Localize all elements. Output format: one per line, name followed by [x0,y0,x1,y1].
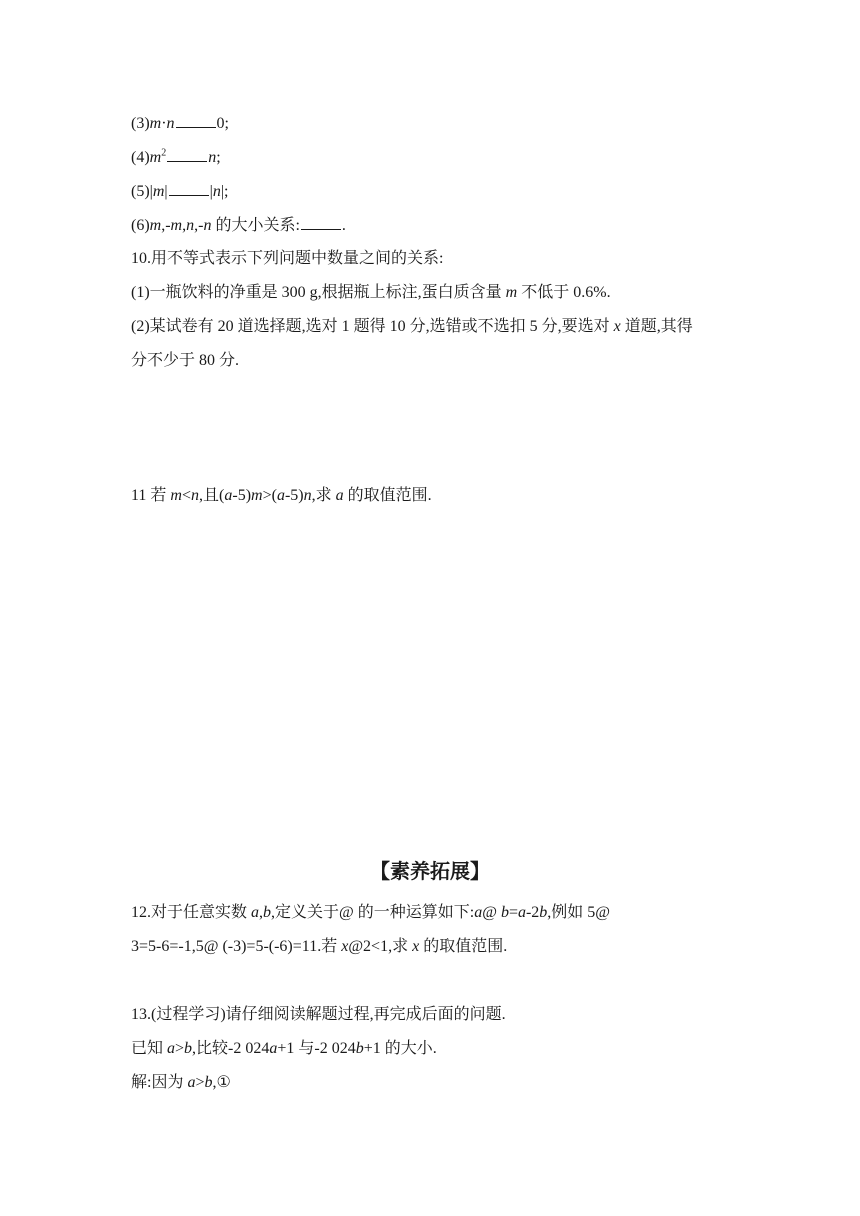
text: 不低于 0.6%. [517,284,611,301]
var-a: a [224,487,233,504]
var-n: n [186,217,195,234]
text: -5) [232,487,252,504]
q13-given [131,1039,437,1059]
q10-part2-continued: 分不少于 80 分. [131,352,240,369]
text: = [508,904,518,921]
part-number: (4) [131,149,150,166]
q10-part2 [131,317,693,337]
var-m: m [149,115,162,132]
text: > [175,1040,185,1057]
var-m: m [152,183,165,200]
exponent: 2 [161,147,167,159]
answer-blank[interactable] [169,181,209,196]
text: , [259,904,264,921]
q9-part4 [131,147,221,168]
text: 的取值范围. [343,487,432,504]
text: >( [262,487,277,504]
text: |; [220,183,229,200]
var-m: m [149,217,162,234]
text: | [164,183,168,200]
var-a: a [251,904,260,921]
var-x: x [412,938,420,955]
var-a: a [167,1040,176,1057]
text: 已知 [131,1040,168,1057]
var-n: n [208,149,217,166]
var-n: n [191,487,200,504]
text: 0; [216,115,229,132]
text: -5) [284,487,304,504]
text: | [209,183,213,200]
part-number: (6) [131,217,150,234]
text: ,求 [311,487,336,504]
var-a: a [269,1040,278,1057]
part-number: (3) [131,115,150,132]
text: ; [216,149,221,166]
text: ,定义关于@ 的一种运算如下: [271,904,475,921]
text: ,且( [199,487,225,504]
text: ,例如 5@ [547,904,611,921]
var-b: b [204,1074,213,1091]
var-n: n [203,217,212,234]
part-number: (5)| [131,183,153,200]
var-n: n [303,487,312,504]
var-b: b [184,1040,193,1057]
text: 解:因为 [131,1074,188,1091]
text: , [182,217,187,234]
text: 12.对于任意实数 [131,904,252,921]
operator: · [161,115,167,132]
text: 3=5-6=-1,5@ (-3)=5-(-6)=11.若 [131,938,342,955]
var-b: b [500,904,509,921]
var-m: m [170,217,183,234]
section-title: 【素养拓展】 [370,859,490,883]
text: +1 与-2 024 [277,1040,356,1057]
text: < [181,487,192,504]
text: ,- [161,217,171,234]
text: (1)一瓶饮料的净重是 300 g,根据瓶上标注,蛋白质含量 [131,284,506,301]
q9-part6 [131,215,346,236]
var-a: a [276,487,285,504]
q10-stem: 10.用不等式表示下列问题中数量之间的关系: [131,250,444,267]
q12-stem [131,903,610,923]
var-x: x [613,318,621,335]
text: 的取值范围. [419,938,508,955]
answer-blank[interactable] [301,215,341,230]
var-m: m [251,487,263,504]
var-a: a [335,487,344,504]
text: 道题,其得 [620,318,693,335]
var-m: m [505,284,518,301]
q12-line2 [131,937,507,957]
var-m: m [149,149,162,166]
text: (2)某试卷有 20 道选择题,选对 1 题得 10 分,选错或不选扣 5 分,要选对 [131,318,614,335]
q9-part3 [131,113,229,134]
var-a: a [517,904,526,921]
var-m: m [170,487,182,504]
q13-stem: 13.(过程学习)请仔细阅读解题过程,再完成后面的问题. [131,1006,506,1023]
q11-stem [131,486,432,506]
q10-part1 [131,283,611,303]
text: +1 的大小. [363,1040,437,1057]
var-a: a [474,904,483,921]
text: -2 [525,904,540,921]
text: ,① [212,1074,231,1091]
var-n: n [212,183,221,200]
var-b: b [263,904,272,921]
text: . [341,217,346,234]
var-b: b [539,904,548,921]
var-x: x [341,938,349,955]
text: @2<1,求 [348,938,413,955]
var-b: b [355,1040,364,1057]
var-n: n [166,115,175,132]
q13-solution [131,1073,231,1093]
answer-blank[interactable] [176,113,216,128]
text: ,- [194,217,204,234]
var-a: a [187,1074,196,1091]
text: 的大小关系: [211,217,300,234]
text: 11 若 [131,487,171,504]
text: @ [482,904,501,921]
answer-blank[interactable] [167,147,207,162]
q9-part5 [131,181,228,202]
text: > [195,1074,205,1091]
text: ,比较-2 024 [192,1040,270,1057]
